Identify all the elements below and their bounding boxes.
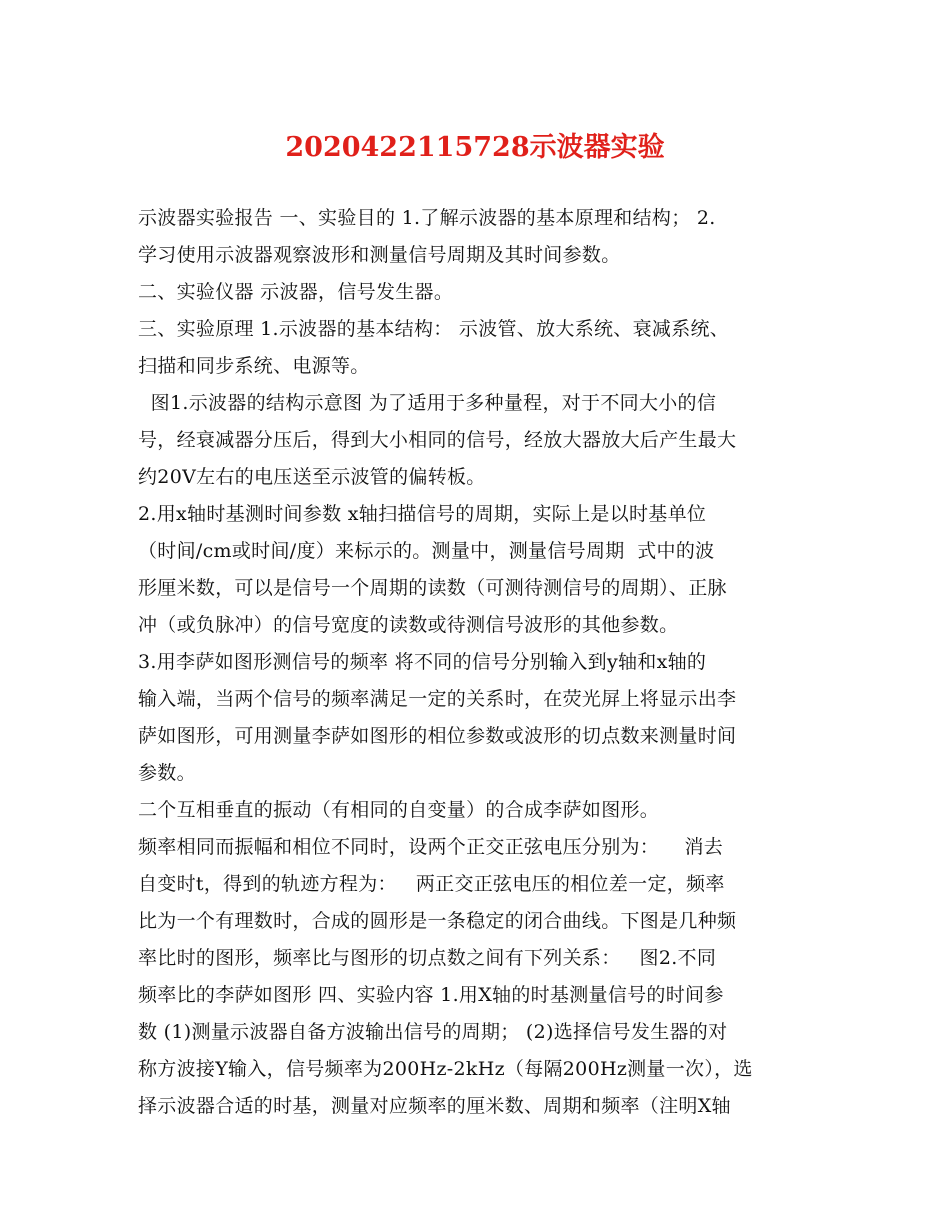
text-line: 2.用x轴时基测时间参数 x轴扫描信号的周期，实际上是以时基单位 <box>138 503 707 525</box>
text-line: （时间/cm或时间/度）来标示的。测量中，测量信号周期 式中的波 <box>138 540 715 562</box>
text-line: 三、实验原理 1.示波器的基本结构： 示波管、放大系统、衰减系统、 <box>138 318 730 340</box>
text-line: 号，经衰减器分压后，得到大小相同的信号，经放大器放大后产生最大 <box>138 429 737 451</box>
text-line: 约20V左右的电压送至示波管的偏转板。 <box>138 466 486 488</box>
text-line: 二个互相垂直的振动（有相同的自变量）的合成李萨如图形。 <box>138 799 660 821</box>
text-line: 数 (1)测量示波器自备方波输出信号的周期； (2)选择信号发生器的对 <box>138 1021 728 1043</box>
text-line: 形厘米数，可以是信号一个周期的读数（可测待测信号的周期）、正脉 <box>138 577 727 599</box>
text-line: 频率相同而振幅和相位不同时，设两个正交正弦电压分别为： 消去 <box>138 836 724 858</box>
text-line: 3.用李萨如图形测信号的频率 将不同的信号分别输入到y轴和x轴的 <box>138 651 707 673</box>
text-line: 择示波器合适的时基，测量对应频率的厘米数、周期和频率（注明X轴 <box>138 1095 731 1117</box>
text-line: 图1.示波器的结构示意图 为了适用于多种量程，对于不同大小的信 <box>138 392 717 414</box>
text-line: 称方波接Y输入，信号频率为200Hz-2kHz（每隔200Hz测量一次），选 <box>138 1058 753 1080</box>
text-line: 参数。 <box>138 762 196 784</box>
document-title: 2020422115728示波器实验 <box>285 132 665 163</box>
text-line: 输入端，当两个信号的频率满足一定的关系时，在荧光屏上将显示出李 <box>138 688 737 710</box>
text-line: 频率比的李萨如图形 四、实验内容 1.用X轴的时基测量信号的时间参 <box>138 984 724 1006</box>
text-line: 学习使用示波器观察波形和测量信号周期及其时间参数。 <box>138 244 621 266</box>
text-line: 自变时t，得到的轨迹方程为： 两正交正弦电压的相位差一定，频率 <box>138 873 725 895</box>
text-line: 示波器实验报告 一、实验目的 1.了解示波器的基本原理和结构； 2. <box>138 207 716 229</box>
body-paragraph <box>138 200 814 1125</box>
text-line: 冲（或负脉冲）的信号宽度的读数或待测信号波形的其他参数。 <box>138 614 679 636</box>
text-line: 扫描和同步系统、电源等。 <box>138 355 370 377</box>
text-line: 二、实验仪器 示波器，信号发生器。 <box>138 281 454 303</box>
text-line: 萨如图形，可用测量李萨如图形的相位参数或波形的切点数来测量时间 <box>138 725 737 747</box>
text-line: 比为一个有理数时，合成的圆形是一条稳定的闭合曲线。下图是几种频 <box>138 910 737 932</box>
text-line: 率比时的图形，频率比与图形的切点数之间有下列关系： 图2.不同 <box>138 947 717 969</box>
document-body <box>138 200 814 1125</box>
